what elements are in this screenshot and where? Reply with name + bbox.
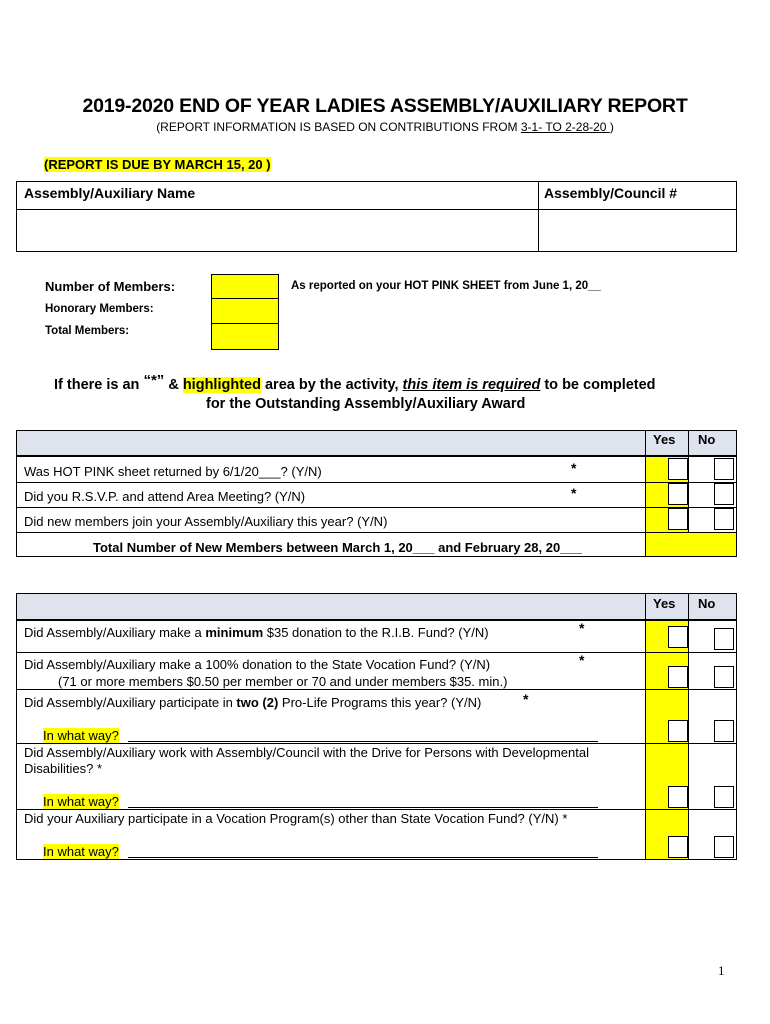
table1-question-hot-pink: Was HOT PINK sheet returned by 6/1/20___? (Y/N) xyxy=(24,464,322,479)
assembly-council-header: Assembly/Council # xyxy=(544,185,678,201)
vocation-program-no-checkbox[interactable] xyxy=(714,836,734,858)
required-star: * xyxy=(579,652,585,668)
table2-no-header: No xyxy=(698,596,716,611)
pro-life-in-what-way-field[interactable] xyxy=(128,741,598,742)
state-vocation-yes-checkbox[interactable] xyxy=(668,666,688,688)
vocation-program-yes-checkbox[interactable] xyxy=(668,836,688,858)
instruction-line-2: for the Outstanding Assembly/Auxiliary Award xyxy=(206,396,526,412)
table1-yes-header: Yes xyxy=(653,432,676,447)
table2-question-state-vocation: Did Assembly/Auxiliary make a 100% donation to the State Vocation Fund? (Y/N) xyxy=(24,657,491,672)
number-of-members-label: Number of Members: xyxy=(45,279,176,294)
assembly-name-header: Assembly/Auxiliary Name xyxy=(24,185,196,201)
required-star: * xyxy=(523,691,529,707)
vocation-in-what-way-label: In what way? xyxy=(43,844,119,859)
number-of-members-field[interactable] xyxy=(211,274,279,299)
total-members-field[interactable] xyxy=(211,323,279,350)
rib-fund-no-checkbox[interactable] xyxy=(714,628,734,650)
table1-question-rsvp: Did you R.S.V.P. and attend Area Meeting? (Y/N) xyxy=(24,489,306,504)
state-vocation-no-checkbox[interactable] xyxy=(714,666,734,688)
pro-life-yes-checkbox[interactable] xyxy=(668,720,688,742)
disabilities-in-what-way-field[interactable] xyxy=(128,807,598,808)
due-notice: (REPORT IS DUE BY MARCH 15, 20 ) xyxy=(44,157,271,172)
required-star: * xyxy=(571,485,577,501)
hot-pink-note: As reported on your HOT PINK SHEET from June 1, 20__ xyxy=(291,280,601,292)
assembly-name-field[interactable] xyxy=(18,211,536,250)
report-subtitle: (REPORT INFORMATION IS BASED ON CONTRIBUTIONS FROM 3-1- TO 2-28-20 ) xyxy=(156,120,614,134)
instruction-line-1: If there is an “*” & highlighted area by the activity, this item is required to be completed xyxy=(54,372,656,393)
table2-question-vocation-program: Did your Auxiliary participate in a Vocation Program(s) other than State Vocation Fund? (Y/N) * xyxy=(24,811,568,826)
hot-pink-no-checkbox[interactable] xyxy=(714,458,734,480)
rsvp-no-checkbox[interactable] xyxy=(714,483,734,505)
honorary-members-label: Honorary Members: xyxy=(45,303,154,315)
honorary-members-field[interactable] xyxy=(211,298,279,324)
table2-question-rib-fund: Did Assembly/Auxiliary make a minimum $35 donation to the R.I.B. Fund? (Y/N) xyxy=(24,625,489,640)
hot-pink-yes-checkbox[interactable] xyxy=(668,458,688,480)
rib-fund-yes-checkbox[interactable] xyxy=(668,626,688,648)
pro-life-in-what-way-label: In what way? xyxy=(43,728,119,743)
rsvp-yes-checkbox[interactable] xyxy=(668,483,688,505)
table2-yes-header: Yes xyxy=(653,596,676,611)
table1-total-new-members: Total Number of New Members between March 1, 20___ and February 28, 20___ xyxy=(93,540,582,555)
report-title: 2019-2020 END OF YEAR LADIES ASSEMBLY/AUXILIARY REPORT xyxy=(82,95,688,117)
table2-question-developmental-disabilities: Did Assembly/Auxiliary work with Assembly/Council with the Drive for Persons with Developmental xyxy=(24,745,589,760)
new-members-yes-checkbox[interactable] xyxy=(668,508,688,530)
vocation-in-what-way-field[interactable] xyxy=(128,857,598,858)
pro-life-no-checkbox[interactable] xyxy=(714,720,734,742)
disabilities-no-checkbox[interactable] xyxy=(714,786,734,808)
table1-no-header: No xyxy=(698,432,716,447)
table1-question-new-members: Did new members join your Assembly/Auxiliary this year? (Y/N) xyxy=(24,514,388,529)
assembly-council-field[interactable] xyxy=(540,211,736,250)
required-star: * xyxy=(571,460,577,476)
table2-question-pro-life: Did Assembly/Auxiliary participate in two (2) Pro-Life Programs this year? (Y/N) xyxy=(24,695,482,710)
total-members-label: Total Members: xyxy=(45,325,130,337)
table2-question-developmental-disabilities-2: Disabilities? * xyxy=(24,761,103,776)
page-number: 1 xyxy=(718,963,725,978)
disabilities-in-what-way-label: In what way? xyxy=(43,794,119,809)
new-members-no-checkbox[interactable] xyxy=(714,508,734,530)
required-star: * xyxy=(579,620,585,636)
disabilities-yes-checkbox[interactable] xyxy=(668,786,688,808)
table2-question-state-vocation-note: (71 or more members $0.50 per member or 70 and under members $35. min.) xyxy=(58,674,508,689)
